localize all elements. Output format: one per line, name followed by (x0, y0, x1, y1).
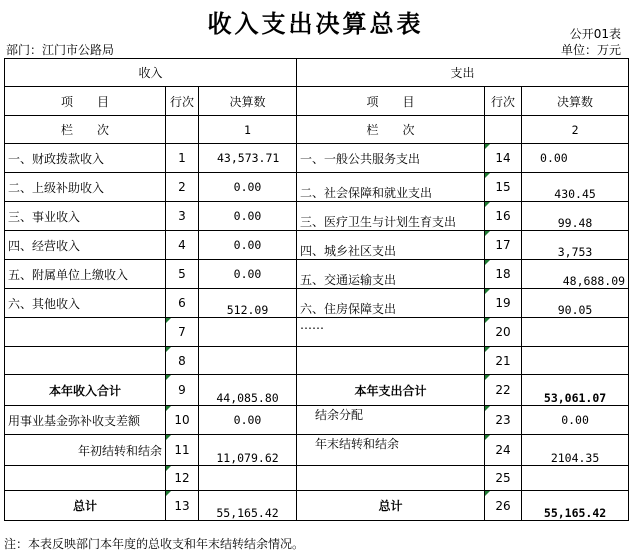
income-row-number: 2 (166, 173, 199, 202)
expense-amount: 430.45 (522, 173, 629, 202)
expense-item: 三、医疗卫生与计划生育支出 (297, 202, 485, 231)
blank-income-row-number: 12 (166, 466, 199, 491)
income-row-number: 3 (166, 202, 199, 231)
blank-income-amount (199, 466, 297, 491)
income-row-number: 1 (166, 144, 199, 173)
form-number: 公开01表 (569, 27, 621, 41)
unit-label: 单位：万元 (560, 43, 621, 57)
fund-expense-amount: 0.00 (522, 406, 629, 435)
fund-income-amount: 0.00 (199, 406, 297, 435)
carry-expense-row-number: 24 (485, 435, 522, 466)
grand-expense-row-number: 26 (485, 491, 522, 521)
income-amount (199, 347, 297, 375)
expense-row-number: 17 (485, 231, 522, 260)
carry-expense-label: 年末结转和结余 (297, 435, 485, 466)
expense-row-number: 20 (485, 318, 522, 347)
income-item: 四、经营收入 (5, 231, 166, 260)
table-row (5, 231, 629, 260)
fund-expense-row-number: 23 (485, 406, 522, 435)
expense-item: 一、一般公共服务支出 (297, 144, 485, 173)
header-row-sections (5, 59, 629, 87)
income-row-number: 6 (166, 289, 199, 318)
grand-expense-label: 总计 (297, 491, 485, 521)
report-title: 收入支出决算总表 (207, 9, 424, 38)
income-row-number: 4 (166, 231, 199, 260)
fund-income-row-number: 10 (166, 406, 199, 435)
income-header: 收入 (5, 59, 297, 87)
expense-amount (522, 318, 629, 347)
table-row (5, 260, 629, 289)
footnote: 注：本表反映部门本年度的总收支和年末结转结余情况。 (4, 537, 305, 551)
expense-column-index: 2 (522, 116, 629, 144)
income-amount: 0.00 (199, 260, 297, 289)
income-column-rowno (166, 116, 199, 144)
budget-table (4, 58, 629, 521)
income-item (5, 318, 166, 347)
expense-item-header: 项 目 (297, 87, 485, 116)
header-row-columns (5, 87, 629, 116)
table-row (5, 318, 629, 347)
expense-amount: 99.48 (522, 202, 629, 231)
grand-income-amount: 55,165.42 (199, 491, 297, 521)
expense-row-number: 19 (485, 289, 522, 318)
income-amount (199, 318, 297, 347)
income-row-number: 5 (166, 260, 199, 289)
department-label: 部门：江门市公路局 (6, 43, 115, 57)
blank-income-label (5, 466, 166, 491)
grand-income-row-number: 13 (166, 491, 199, 521)
fund-expense-label: 结余分配 (297, 406, 485, 435)
expense-row-number: 21 (485, 347, 522, 375)
income-amount: 0.00 (199, 231, 297, 260)
expense-item: 五、交通运输支出 (297, 260, 485, 289)
carry-income-amount: 11,079.62 (199, 435, 297, 466)
expense-amount: 3,753 (522, 231, 629, 260)
expense-column-rowno (485, 116, 522, 144)
fund-row (5, 406, 629, 435)
expense-amount-header: 决算数 (522, 87, 629, 116)
income-item: 三、事业收入 (5, 202, 166, 231)
income-item: 五、附属单位上缴收入 (5, 260, 166, 289)
expense-row-number: 14 (485, 144, 522, 173)
expense-row-number: 15 (485, 173, 522, 202)
grand-expense-amount: 55,165.42 (522, 491, 629, 521)
carry-income-label: 年初结转和结余 (5, 435, 166, 466)
grand-total-row (5, 491, 629, 521)
expense-rowno-header: 行次 (485, 87, 522, 116)
income-amount: 0.00 (199, 173, 297, 202)
income-row-number: 7 (166, 318, 199, 347)
income-amount-header: 决算数 (199, 87, 297, 116)
expense-amount: 0.00 (522, 144, 629, 173)
carry-income-row-number: 11 (166, 435, 199, 466)
expense-amount (522, 347, 629, 375)
total-expense-label: 本年支出合计 (297, 375, 485, 406)
blank-expense-label (297, 466, 485, 491)
table-row (5, 347, 629, 375)
expense-amount: 90.05 (522, 289, 629, 318)
total-income-row-number: 9 (166, 375, 199, 406)
income-item: 二、上级补助收入 (5, 173, 166, 202)
income-amount: 512.09 (199, 289, 297, 318)
table-row (5, 173, 629, 202)
table-row (5, 202, 629, 231)
fund-income-label: 用事业基金弥补收支差额 (5, 406, 166, 435)
expense-item: 二、社会保障和就业支出 (297, 173, 485, 202)
income-item-header: 项 目 (5, 87, 166, 116)
expense-amount: 48,688.09 (522, 260, 629, 289)
income-row-number: 8 (166, 347, 199, 375)
income-rowno-header: 行次 (166, 87, 199, 116)
expense-item: …… (297, 318, 485, 347)
expense-item: 六、住房保障支出 (297, 289, 485, 318)
blank-row (5, 466, 629, 491)
income-item: 六、其他收入 (5, 289, 166, 318)
header-row-column-index (5, 116, 629, 144)
table-row (5, 289, 629, 318)
total-income-amount: 44,085.80 (199, 375, 297, 406)
expense-item: 四、城乡社区支出 (297, 231, 485, 260)
expense-row-number: 16 (485, 202, 522, 231)
table-row (5, 144, 629, 173)
blank-expense-amount (522, 466, 629, 491)
total-expense-amount: 53,061.07 (522, 375, 629, 406)
expense-column-label: 栏 次 (297, 116, 485, 144)
expense-item (297, 347, 485, 375)
total-year-row (5, 375, 629, 406)
income-amount: 0.00 (199, 202, 297, 231)
total-income-label: 本年收入合计 (5, 375, 166, 406)
income-item: 一、财政拨款收入 (5, 144, 166, 173)
carry-expense-amount: 2104.35 (522, 435, 629, 466)
grand-income-label: 总计 (5, 491, 166, 521)
blank-expense-row-number: 25 (485, 466, 522, 491)
income-amount: 43,573.71 (199, 144, 297, 173)
income-column-label: 栏 次 (5, 116, 166, 144)
income-column-index: 1 (199, 116, 297, 144)
income-item (5, 347, 166, 375)
total-expense-row-number: 22 (485, 375, 522, 406)
expense-row-number: 18 (485, 260, 522, 289)
carry-row (5, 435, 629, 466)
expense-header: 支出 (297, 59, 629, 87)
